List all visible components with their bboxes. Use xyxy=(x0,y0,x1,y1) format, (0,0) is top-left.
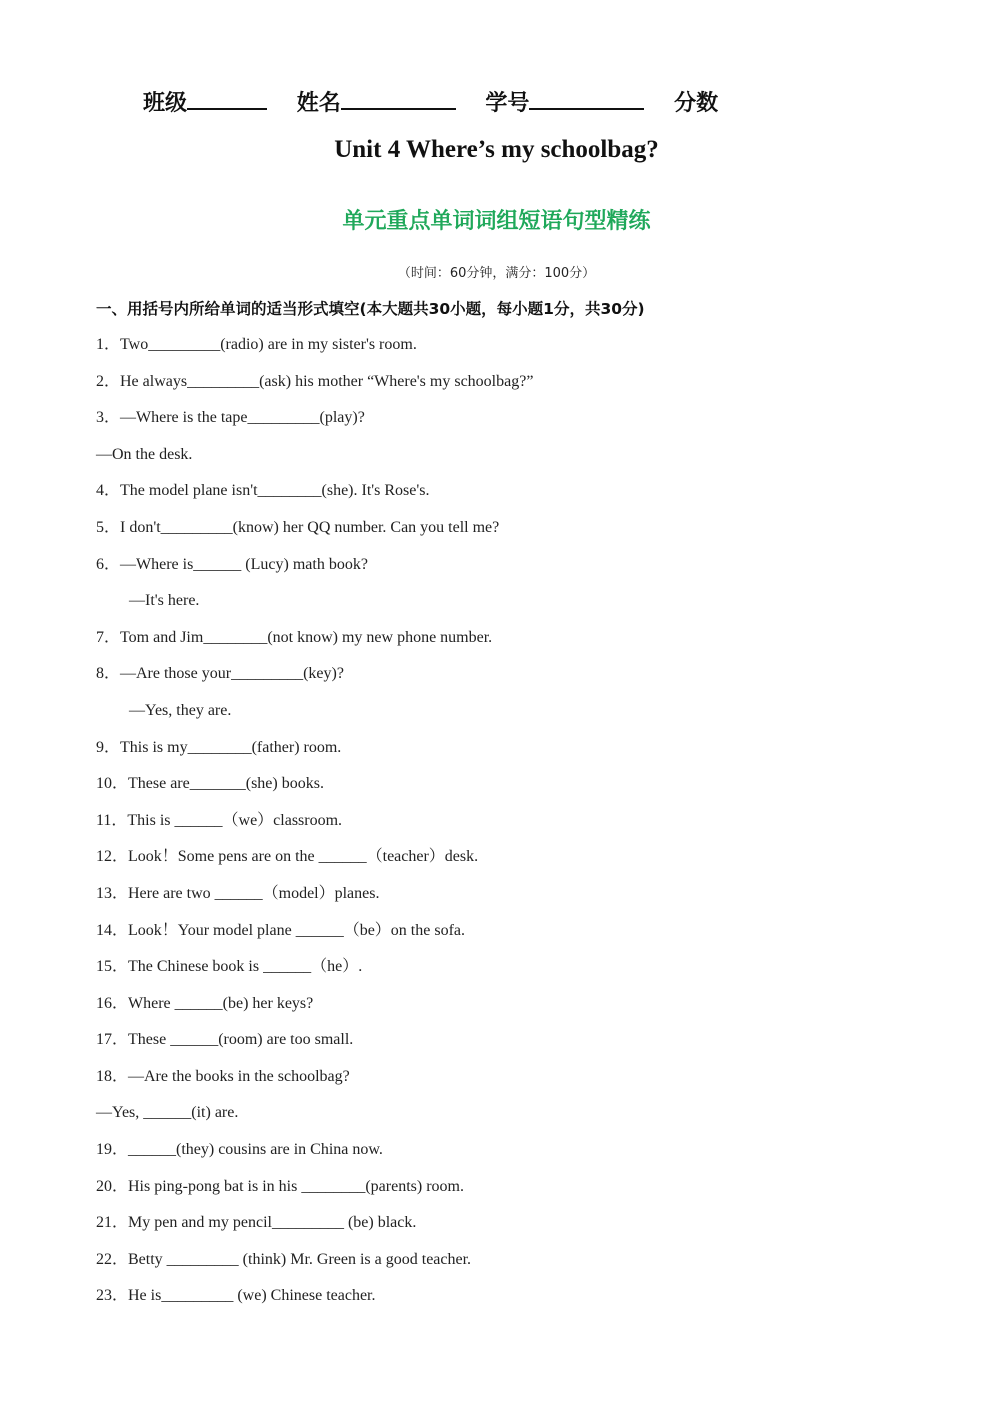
question-line: 2．He always_________(ask) his mother “Where's my schoolbag?” xyxy=(96,372,534,390)
question-line: 19．______(they) cousins are in China now. xyxy=(96,1141,383,1159)
question-line: 6．—Where is______ (Lucy) math book? xyxy=(96,555,368,573)
question-line: 7．Tom and Jim________(not know) my new phone number. xyxy=(96,628,493,646)
section-heading: 一、用括号内所给单词的适当形式填空(本大题共30小题，每小题1分，共30分) xyxy=(96,300,645,318)
question-line: 13．Here are two ______（model）planes. xyxy=(96,884,380,902)
question-line: 3．—Where is the tape_________(play)? xyxy=(96,409,365,427)
question-line: 15．The Chinese book is ______（he）. xyxy=(96,958,363,976)
question-line: 10．These are_______(she) books. xyxy=(96,775,324,793)
question-line: 12．Look！Some pens are on the ______（teacher）desk. xyxy=(96,848,479,866)
question-line: 23．He is_________ (we) Chinese teacher. xyxy=(96,1287,376,1305)
class-blank[interactable] xyxy=(187,88,267,110)
student-id-label: 学号 xyxy=(485,91,530,116)
question-line: 14．Look！Your model plane ______（be）on the sofa. xyxy=(96,921,466,939)
question-line: 17．These ______(room) are too small. xyxy=(96,1031,354,1049)
question-line: 20．His ping-pong bat is in his ________(parents) room. xyxy=(96,1177,464,1195)
question-line: 8．—Are those your_________(key)? xyxy=(96,665,344,683)
worksheet-subtitle: 单元重点单词词组短语句型精练 xyxy=(342,209,651,234)
question-list xyxy=(96,332,946,1320)
answer-line: —On the desk. xyxy=(96,445,193,463)
class-label: 班级 xyxy=(143,91,188,116)
question-line: 18．—Are the books in the schoolbag? xyxy=(96,1067,350,1085)
question-line: 16．Where ______(be) her keys? xyxy=(96,994,314,1012)
question-line: 1．Two_________(radio) are in my sister's room. xyxy=(96,336,417,353)
worksheet-title: Unit 4 Where’s my schoolbag? xyxy=(334,136,659,163)
question-line: 21．My pen and my pencil_________ (be) black. xyxy=(96,1214,417,1232)
question-line: 9．This is my________(father) room. xyxy=(96,738,342,756)
time-score-info: （时间：60分钟，满分：100分） xyxy=(397,266,596,281)
score-label: 分数 xyxy=(674,91,719,116)
answer-line: —It's here. xyxy=(129,592,200,610)
name-label: 姓名 xyxy=(296,91,341,116)
answer-line: —Yes, ______(it) are. xyxy=(96,1104,239,1122)
question-line: 4．The model plane isn't________(she). It's Rose's. xyxy=(96,482,430,500)
student-id-blank[interactable] xyxy=(529,88,644,110)
answer-line: —Yes, they are. xyxy=(129,701,232,719)
student-info-line xyxy=(143,86,718,117)
question-line: 5．I don't_________(know) her QQ number. Can you tell me? xyxy=(96,518,500,536)
name-blank[interactable] xyxy=(341,88,456,110)
question-line: 22．Betty _________ (think) Mr. Green is a good teacher. xyxy=(96,1250,472,1268)
question-line: 11．This is ______（we）classroom. xyxy=(96,811,343,829)
